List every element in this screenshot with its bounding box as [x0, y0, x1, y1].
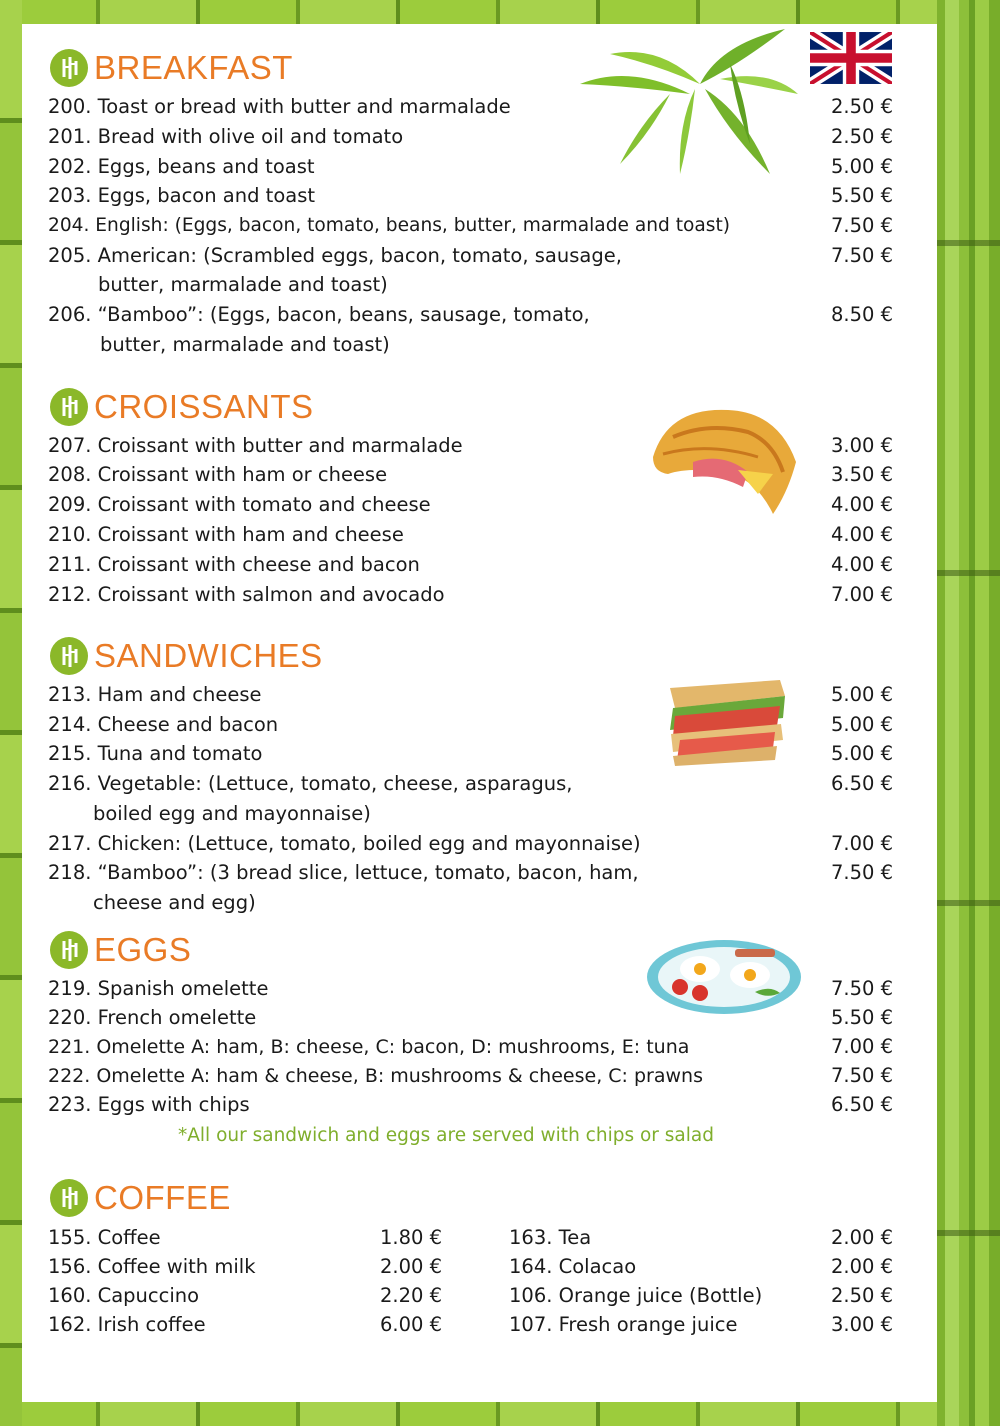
item-price: 7.50 € — [830, 977, 893, 1000]
menu-item — [48, 550, 893, 580]
item-name: 219. Spanish omelette — [48, 977, 269, 1000]
menu-item — [48, 181, 893, 211]
menu-item — [48, 300, 893, 330]
section-title: SANDWICHES — [94, 637, 323, 674]
item-name-continued: boiled egg and mayonnaise) — [93, 802, 371, 825]
item-name: 213. Ham and cheese — [48, 683, 262, 706]
item-price: 2.50 € — [830, 125, 893, 148]
menu-item — [509, 1281, 893, 1310]
menu-item — [48, 1223, 442, 1252]
menu-item — [48, 520, 893, 550]
menu-item — [48, 1003, 893, 1033]
item-price: 7.50 € — [830, 244, 893, 267]
item-name: 200. Toast or bread with butter and marmalade — [48, 95, 511, 118]
item-price: 4.00 € — [830, 523, 893, 546]
bamboo-frame-right — [937, 0, 1000, 1426]
menu-item — [48, 1061, 893, 1091]
menu-item — [509, 1223, 893, 1252]
menu-item — [48, 1252, 442, 1281]
item-price: 7.00 € — [830, 832, 893, 855]
item-price: 7.00 € — [830, 1035, 893, 1058]
menu-item — [509, 1252, 893, 1281]
menu-item — [48, 739, 893, 769]
bamboo-frame-top — [0, 0, 1000, 24]
item-name: 221. Omelette A: ham, B: cheese, C: bacon, D: mushrooms, E: tuna — [48, 1036, 690, 1058]
item-price: 3.00 € — [830, 1313, 893, 1336]
item-name: 223. Eggs with chips — [48, 1093, 250, 1116]
item-name: 218. “Bamboo”: (3 bread slice, lettuce, tomato, bacon, ham, — [48, 861, 639, 884]
item-name: 216. Vegetable: (Lettuce, tomato, cheese, asparagus, — [48, 772, 573, 795]
item-price: 6.00 € — [379, 1313, 442, 1336]
menu-item — [48, 431, 893, 461]
item-name: 211. Croissant with cheese and bacon — [48, 553, 420, 576]
item-name: 209. Croissant with tomato and cheese — [48, 493, 431, 516]
item-price: 3.50 € — [830, 463, 893, 486]
menu-item — [48, 858, 893, 888]
menu-item — [48, 122, 893, 152]
bamboo-logo-icon — [50, 931, 88, 969]
uk-flag-icon[interactable] — [810, 32, 892, 84]
section-breakfast-header — [50, 48, 293, 88]
item-price: 5.50 € — [830, 1006, 893, 1029]
menu-item — [48, 829, 893, 859]
item-name: 215. Tuna and tomato — [48, 742, 263, 765]
item-name: 206. “Bamboo”: (Eggs, bacon, beans, sausage, tomato, — [48, 303, 590, 326]
menu-item — [48, 211, 893, 241]
menu-item — [48, 460, 893, 490]
item-price: 5.00 € — [830, 742, 893, 765]
menu-item — [48, 241, 893, 271]
section-sandwiches-header — [50, 636, 323, 676]
section-title: EGGS — [94, 931, 192, 968]
item-name: 202. Eggs, beans and toast — [48, 155, 315, 178]
item-price: 4.00 € — [830, 553, 893, 576]
item-price: 2.20 € — [379, 1284, 442, 1307]
item-price: 2.00 € — [830, 1255, 893, 1278]
bamboo-frame-left — [0, 0, 22, 1426]
item-price: 7.50 € — [830, 861, 893, 884]
item-price: 7.50 € — [830, 214, 893, 237]
item-name: 106. Orange juice (Bottle) — [509, 1284, 763, 1307]
menu-item — [48, 92, 893, 122]
item-price: 1.80 € — [379, 1226, 442, 1249]
section-coffee-header — [50, 1178, 231, 1218]
item-name: 205. American: (Scrambled eggs, bacon, tomato, sausage, — [48, 244, 622, 267]
bamboo-logo-icon — [50, 49, 88, 87]
item-price: 5.50 € — [830, 184, 893, 207]
menu-item — [48, 1281, 442, 1310]
item-name-continued: butter, marmalade and toast) — [98, 273, 388, 296]
item-name: 220. French omelette — [48, 1006, 257, 1029]
item-name: 160. Capuccino — [48, 1284, 200, 1307]
menu-item — [48, 1090, 893, 1120]
section-eggs-header — [50, 930, 191, 970]
item-name: 204. English: (Eggs, bacon, tomato, beans, butter, marmalade and toast) — [48, 215, 731, 236]
section-title: COFFEE — [94, 1179, 231, 1216]
item-name: 207. Croissant with butter and marmalade — [48, 434, 463, 457]
item-price: 7.50 € — [830, 1064, 893, 1087]
item-name: 107. Fresh orange juice — [509, 1313, 738, 1336]
menu-item — [48, 580, 893, 610]
item-name-continued: cheese and egg) — [93, 891, 256, 914]
item-name: 201. Bread with olive oil and tomato — [48, 125, 404, 148]
menu-item — [48, 680, 893, 710]
item-name: 217. Chicken: (Lettuce, tomato, boiled egg and mayonnaise) — [48, 832, 641, 855]
menu-item — [48, 974, 893, 1004]
menu-item — [48, 1032, 893, 1062]
item-name: 155. Coffee — [48, 1226, 161, 1249]
menu-item — [48, 769, 893, 799]
item-name: 162. Irish coffee — [48, 1313, 206, 1336]
menu-item — [48, 490, 893, 520]
section-title: BREAKFAST — [94, 49, 293, 86]
item-price: 7.00 € — [830, 583, 893, 606]
menu-item — [48, 710, 893, 740]
bamboo-logo-icon — [50, 1179, 88, 1217]
menu-item — [48, 1310, 442, 1339]
item-name: 163. Tea — [509, 1226, 592, 1249]
item-name: 203. Eggs, bacon and toast — [48, 184, 316, 207]
item-name: 212. Croissant with salmon and avocado — [48, 583, 445, 606]
item-price: 8.50 € — [830, 303, 893, 326]
item-price: 5.00 € — [830, 155, 893, 178]
item-price: 3.00 € — [830, 434, 893, 457]
item-price: 6.50 € — [830, 1093, 893, 1116]
item-price: 6.50 € — [830, 772, 893, 795]
item-name: 222. Omelette A: ham & cheese, B: mushrooms & cheese, C: prawns — [48, 1065, 703, 1087]
served-with-note: *All our sandwich and eggs are served with chips or salad — [178, 1125, 714, 1146]
menu-item — [48, 152, 893, 182]
bamboo-logo-icon — [50, 388, 88, 426]
item-price: 2.50 € — [830, 1284, 893, 1307]
bamboo-logo-icon — [50, 637, 88, 675]
item-name: 208. Croissant with ham or cheese — [48, 463, 388, 486]
item-name: 164. Colacao — [509, 1255, 637, 1278]
item-price: 2.00 € — [830, 1226, 893, 1249]
item-name: 156. Coffee with milk — [48, 1255, 256, 1278]
item-price: 4.00 € — [830, 493, 893, 516]
item-price: 5.00 € — [830, 683, 893, 706]
item-name-continued: butter, marmalade and toast) — [100, 333, 390, 356]
menu-item — [509, 1310, 893, 1339]
item-price: 2.50 € — [830, 95, 893, 118]
bamboo-frame-bottom — [0, 1402, 1000, 1426]
item-name: 210. Croissant with ham and cheese — [48, 523, 404, 546]
item-name: 214. Cheese and bacon — [48, 713, 279, 736]
item-price: 5.00 € — [830, 713, 893, 736]
section-croissants-header — [50, 387, 314, 427]
item-price: 2.00 € — [379, 1255, 442, 1278]
section-title: CROISSANTS — [94, 388, 314, 425]
